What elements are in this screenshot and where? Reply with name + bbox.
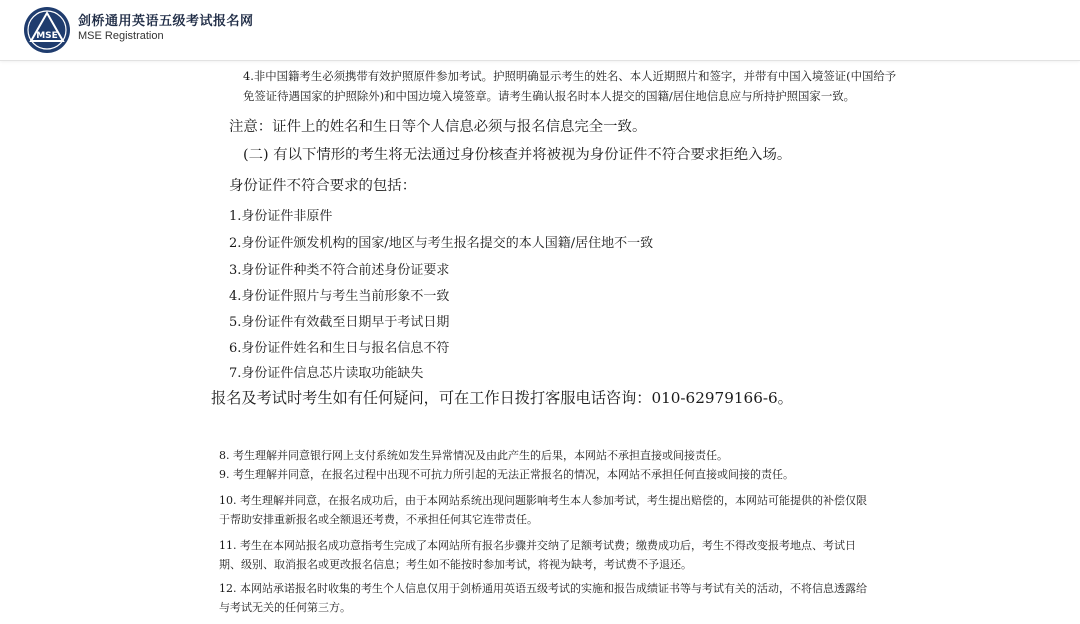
list-item: 2.身份证件颁发机构的国家/地区与考生报名提交的本人国籍/居住地不一致 — [229, 236, 654, 251]
term-item: 与考试无关的任何第三方。 — [219, 601, 351, 614]
term-item: 8. 考生理解并同意银行网上支付系统如发生异常情况及由此产生的后果，本网站不承担直接或间接责任。 — [219, 449, 728, 462]
list-item: 3.身份证件种类不符合前述身份证要求 — [229, 263, 450, 278]
logo-text: MSE — [36, 31, 58, 41]
list-item: 1.身份证件非原件 — [229, 209, 333, 224]
term-item: 10. 考生理解并同意，在报名成功后，由于本网站系统出现问题影响考生本人参加考试，考生提出赔偿的，本网站可能提供的补偿仅限 — [219, 494, 867, 507]
site-header — [0, 0, 1080, 61]
site-title: 剑桥通用英语五级考试报名网 — [78, 14, 254, 29]
id-list-heading: 身份证件不符合要求的包括： — [229, 178, 417, 194]
id-note: 注意：证件上的姓名和生日等个人信息必须与报名信息完全一致。 — [229, 119, 647, 135]
term-item: 于帮助安排重新报名或全额退还考费，不承担任何其它连带责任。 — [219, 513, 538, 526]
term-item: 9. 考生理解并同意，在报名过程中出现不可抗力所引起的无法正常报名的情况，本网站不承担任何直接或间接的责任。 — [219, 468, 794, 481]
section-two-heading: (二) 有以下情形的考生将无法通过身份核查并将被视为身份证件不符合要求拒绝入场。 — [243, 147, 792, 163]
list-item: 6.身份证件姓名和生日与报名信息不符 — [229, 341, 450, 356]
page-content — [0, 60, 1080, 624]
rule-4-line-2: 免签证待遇国家的护照除外)和中国边境入境签章。请考生确认报名时本人提交的国籍/居住地信息应与所持护照国家一致。 — [243, 89, 855, 103]
site-subtitle: MSE Registration — [78, 30, 164, 42]
list-item: 7.身份证件信息芯片读取功能缺失 — [229, 366, 424, 381]
term-item: 期、级别、取消报名或更改报名信息；考生如不能按时参加考试，将视为缺考，考试费不予退还。 — [219, 558, 692, 571]
list-item: 4.身份证件照片与考生当前形象不一致 — [229, 289, 450, 304]
term-item: 12. 本网站承诺报名时收集的考生个人信息仅用于剑桥通用英语五级考试的实施和报告成绩证书等与考试有关的活动，不将信息透露给 — [219, 582, 867, 595]
rule-4-line-1: 4.非中国籍考生必须携带有效护照原件参加考试。护照明确显示考生的姓名、本人近期照片和签字，并带有中国入境签证(中国给予 — [243, 69, 897, 83]
term-item: 11. 考生在本网站报名成功意指考生完成了本网站所有报名步骤并交纳了足额考试费；缴费成功后，考生不得改变报考地点、考试日 — [219, 539, 856, 552]
contact-info: 报名及考试时考生如有任何疑问，可在工作日拨打客服电话咨询：010-62979166-6。 — [211, 389, 793, 407]
list-item: 5.身份证件有效截至日期早于考试日期 — [229, 315, 450, 330]
mse-logo-icon[interactable] — [22, 5, 72, 55]
